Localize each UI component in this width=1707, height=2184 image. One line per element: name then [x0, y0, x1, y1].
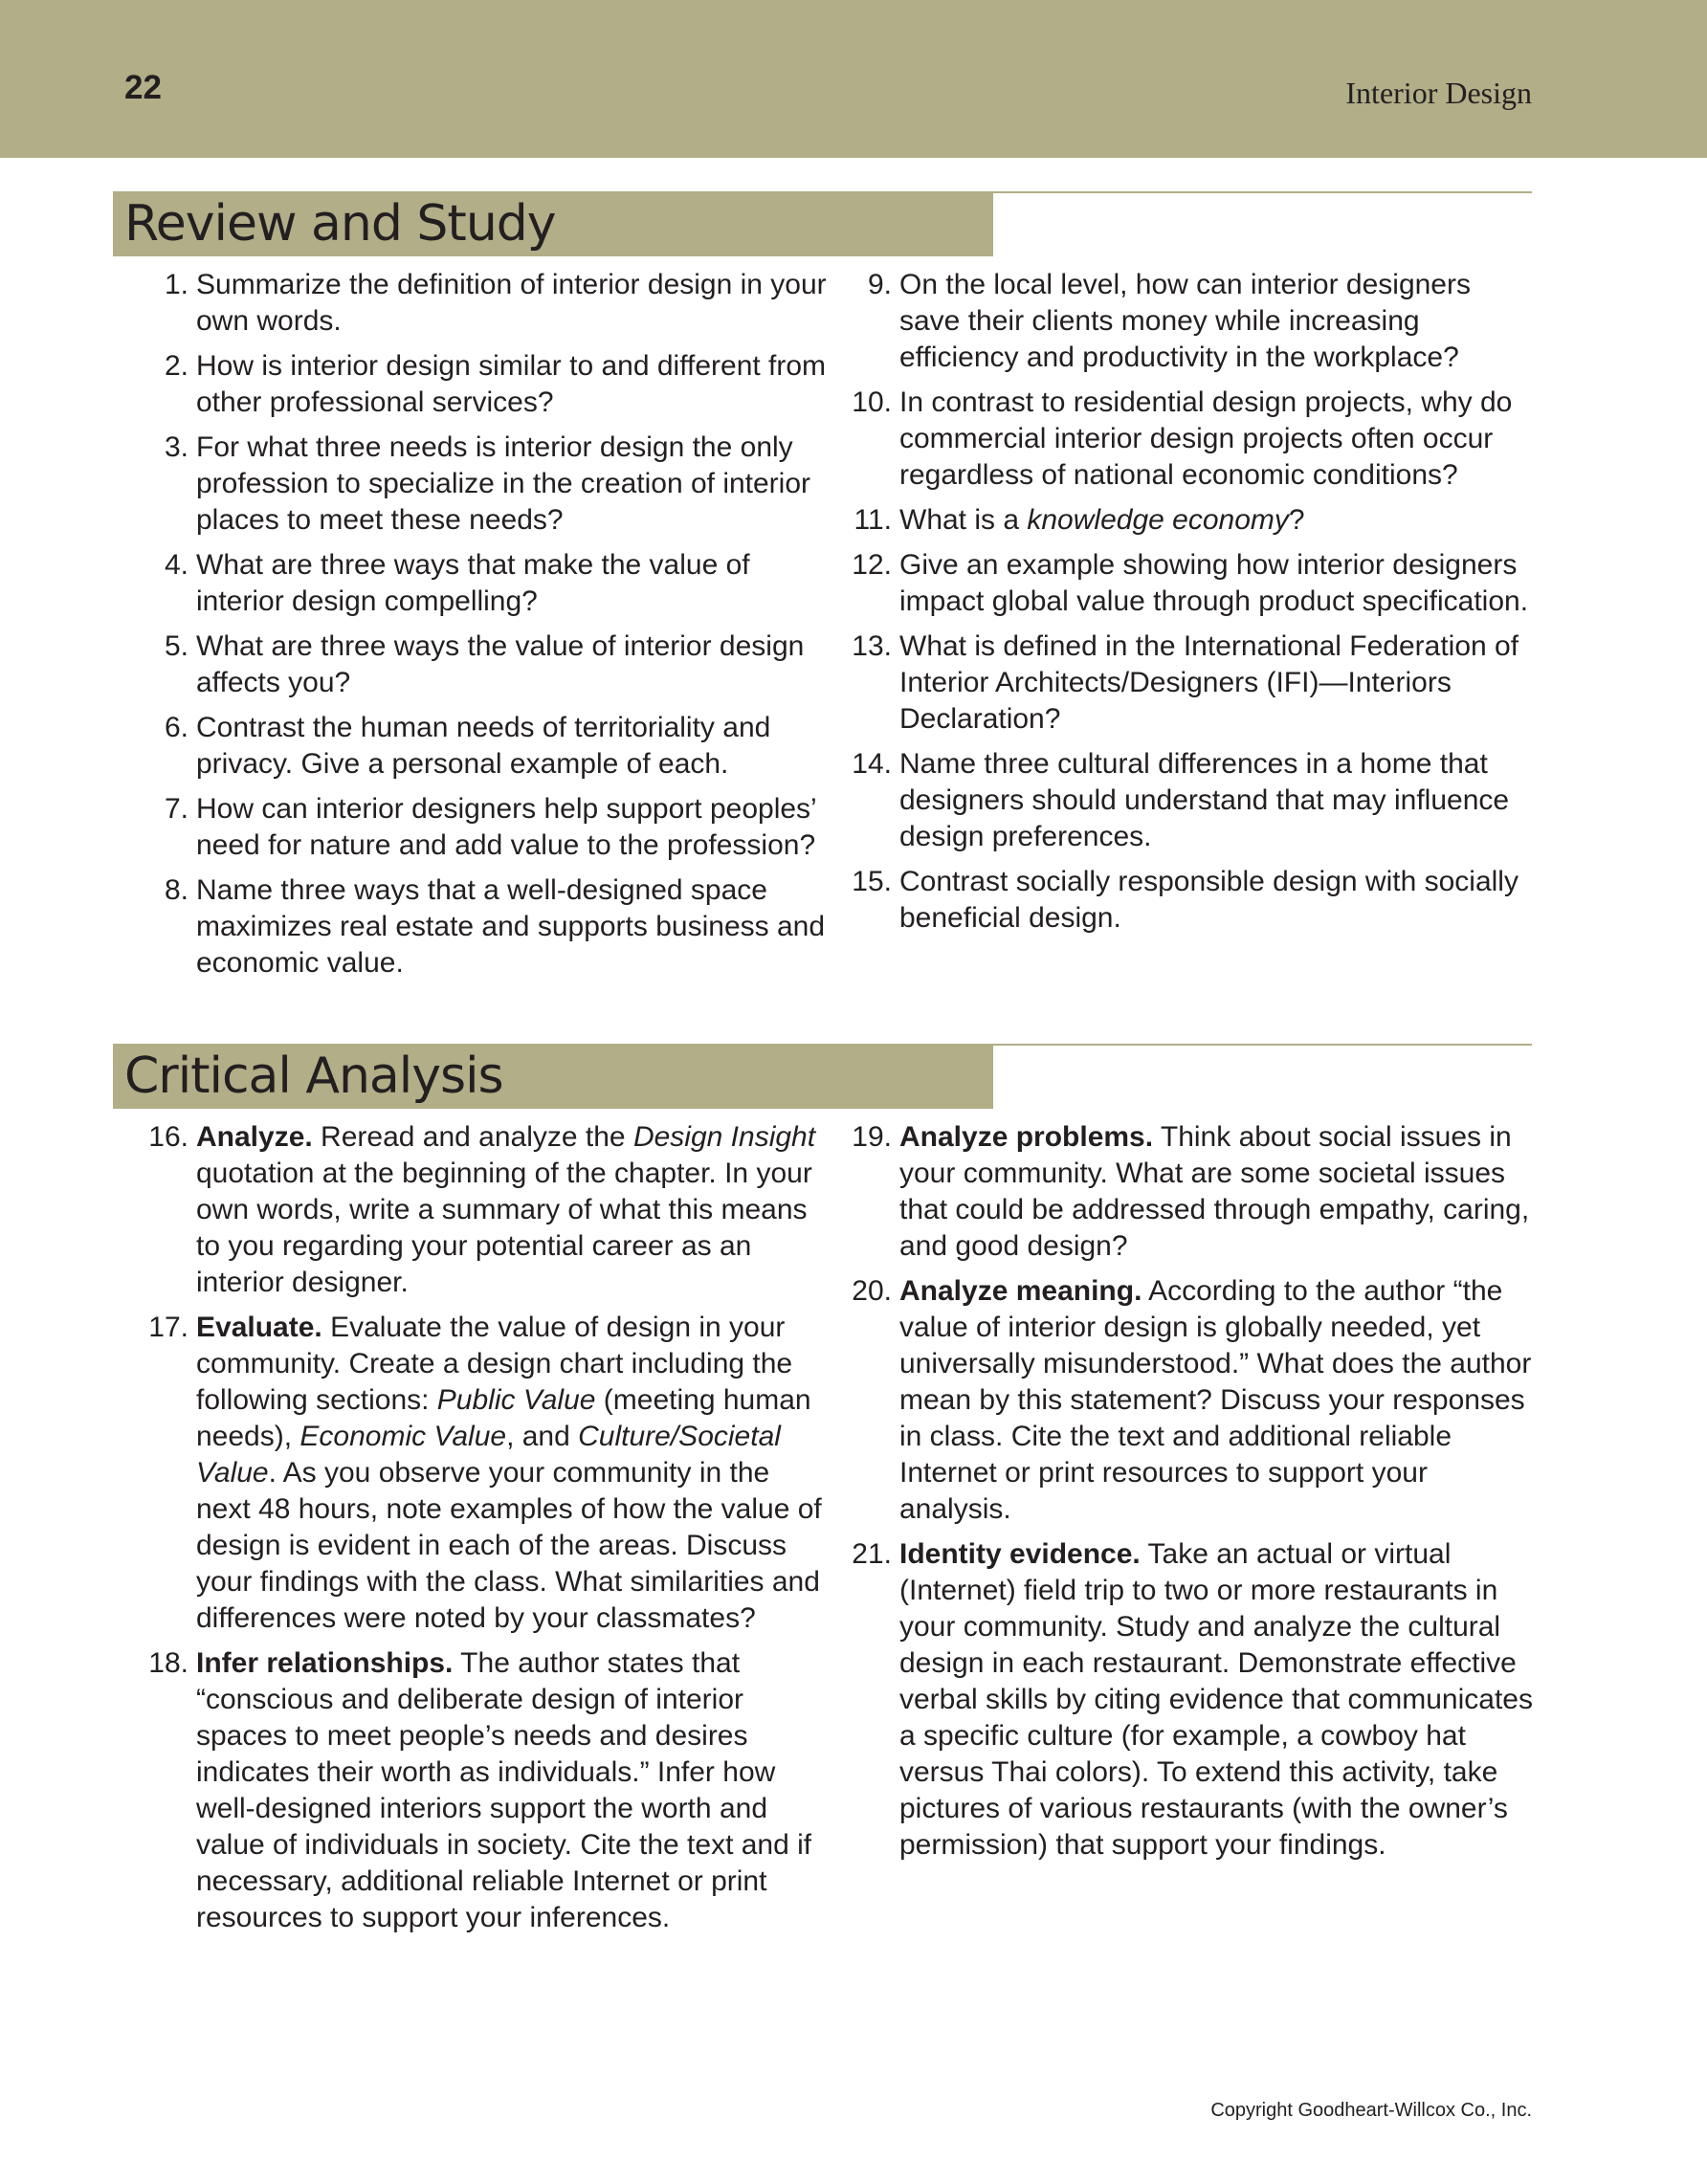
question-number: 18.	[148, 1647, 188, 1679]
question-text: How can interior designers help support peoples’ need for nature and add value to the profession?	[196, 793, 816, 861]
question-text: ?	[1288, 504, 1305, 536]
question-text: Contrast the human needs of territoriality and privacy. Give a personal example of each.	[196, 712, 771, 780]
question-text: Name three cultural differences in a home that designers should understand that may influence design preferences.	[899, 748, 1510, 852]
question-text: Take an actual or virtual (Internet) field trip to two or more restaurants in your community. Study and analyze the cultural design in each restaurant. Demonstrate effective verbal skills by citing evidence that communicates a specific culture (for example, a cowboy hat versus Thai colors). To extend this activity, take pictures of various restaurants (with the owner’s permission) that support your findings.	[899, 1538, 1533, 1861]
question-number: 11.	[854, 504, 892, 536]
question-text: quotation at the beginning of the chapter. In your own words, write a summary of what this means to you regarding your potential career as an interior designer.	[196, 1158, 812, 1298]
question-lead-in: Analyze meaning.	[899, 1275, 1142, 1307]
critical-questions-right	[837, 1119, 1536, 1872]
question-item	[837, 1273, 1536, 1528]
question-item	[134, 710, 828, 783]
critical-questions-left	[134, 1119, 828, 1945]
question-text: Summarize the definition of interior design in your own words.	[196, 269, 827, 337]
question-number: 4.	[164, 549, 188, 581]
question-text: In contrast to residential design projects, why do commercial interior design projects often occur regardless of national economic conditions?	[899, 386, 1513, 491]
question-text: , and	[506, 1421, 579, 1452]
question-emphasis: Culture/Societal Value	[196, 1421, 781, 1489]
question-number: 1.	[164, 269, 188, 300]
question-item	[837, 629, 1536, 738]
question-item	[837, 547, 1536, 620]
question-item	[837, 1119, 1536, 1265]
question-number: 20.	[852, 1275, 892, 1307]
question-lead-in: Analyze problems.	[899, 1121, 1154, 1153]
question-number: 6.	[164, 712, 188, 743]
question-item	[134, 267, 828, 340]
question-text: What are three ways that make the value of interior design compelling?	[196, 549, 750, 617]
question-text: The author states that “conscious and deliberate design of interior spaces to meet people’s needs and desires indicates their worth as individuals.” Infer how well-designed interiors support the worth and value of individuals in society. Cite the text and if necessary, additional reliable Internet or print resources to support your inferences.	[196, 1647, 812, 1933]
question-number: 13.	[852, 630, 892, 662]
question-item	[134, 1119, 828, 1301]
question-item	[837, 267, 1536, 376]
review-questions-right	[837, 267, 1536, 945]
question-number: 17.	[148, 1312, 188, 1343]
question-number: 12.	[852, 549, 892, 581]
question-text: Contrast socially responsible design with socially beneficial design.	[899, 866, 1519, 934]
question-text: Evaluate the value of design in your community. Create a design chart including the following sections:	[196, 1312, 793, 1416]
question-lead-in: Analyze.	[196, 1121, 313, 1153]
question-item	[134, 1645, 828, 1936]
question-item	[837, 746, 1536, 855]
question-number: 2.	[164, 350, 188, 382]
question-text: How is interior design similar to and different from other professional services?	[196, 350, 827, 418]
question-item	[837, 502, 1536, 539]
question-emphasis: Public Value	[436, 1384, 596, 1416]
question-item	[134, 1310, 828, 1637]
question-item	[134, 430, 828, 539]
question-text: What are three ways the value of interior design affects you?	[196, 630, 805, 698]
question-item	[134, 629, 828, 701]
question-text: (meeting human needs),	[196, 1384, 811, 1452]
question-text: Name three ways that a well-designed space maximizes real estate and supports business and economic value.	[196, 874, 826, 979]
question-emphasis: knowledge economy	[1027, 504, 1289, 536]
question-number: 21.	[852, 1538, 892, 1570]
question-text: . As you observe your community in the next 48 hours, note examples of how the value of design is evident in each of the areas. Discuss your findings with the class. What similarities and differences were noted by your classmates?	[196, 1457, 822, 1634]
critical-section-title: Critical Analysis	[113, 1044, 993, 1109]
question-number: 14.	[852, 748, 892, 780]
question-lead-in: Evaluate.	[196, 1312, 322, 1343]
question-lead-in: Infer relationships.	[196, 1647, 454, 1679]
review-questions-left	[134, 267, 828, 990]
review-section-title: Review and Study	[113, 191, 993, 256]
question-number: 7.	[164, 793, 188, 825]
question-text: For what three needs is interior design the only profession to specialize in the creation of interior places to meet these needs?	[196, 431, 811, 536]
question-item	[134, 791, 828, 864]
question-item	[134, 547, 828, 620]
question-number: 9.	[867, 269, 892, 300]
question-number: 3.	[164, 431, 188, 463]
question-number: 5.	[164, 630, 188, 662]
question-item	[837, 385, 1536, 494]
question-item	[134, 348, 828, 421]
question-number: 10.	[852, 386, 892, 418]
question-item	[134, 872, 828, 982]
question-item	[837, 864, 1536, 937]
question-text: What is a	[899, 504, 1028, 536]
question-number: 19.	[852, 1121, 892, 1153]
question-text: What is defined in the International Federation of Interior Architects/Designers (IFI)—Interiors Declaration?	[899, 630, 1519, 735]
running-head: Interior Design	[1345, 76, 1532, 110]
question-number: 8.	[164, 874, 188, 906]
question-number: 16.	[148, 1121, 188, 1153]
question-emphasis: Economic Value	[299, 1421, 507, 1452]
page-number: 22	[124, 69, 162, 106]
question-text: Think about social issues in your community. What are some societal issues that could be addressed through empathy, caring, and good design?	[899, 1121, 1530, 1262]
question-emphasis: Design Insight	[632, 1121, 816, 1153]
copyright-notice: Copyright Goodheart-Willcox Co., Inc.	[1210, 2100, 1532, 2121]
question-text: Reread and analyze the	[312, 1121, 633, 1153]
question-text: On the local level, how can interior designers save their clients money while increasing efficiency and productivity in the workplace?	[899, 269, 1471, 373]
question-text: According to the author “the value of interior design is globally needed, yet universally misunderstood.” What does the author mean by this statement? Discuss your responses in class. Cite the text and additional reliable Internet or print resources to support your analysis.	[899, 1275, 1532, 1525]
question-number: 15.	[852, 866, 892, 897]
question-lead-in: Identity evidence.	[899, 1538, 1141, 1570]
question-item	[837, 1536, 1536, 1864]
question-text: Give an example showing how interior designers impact global value through product specification.	[899, 549, 1529, 617]
